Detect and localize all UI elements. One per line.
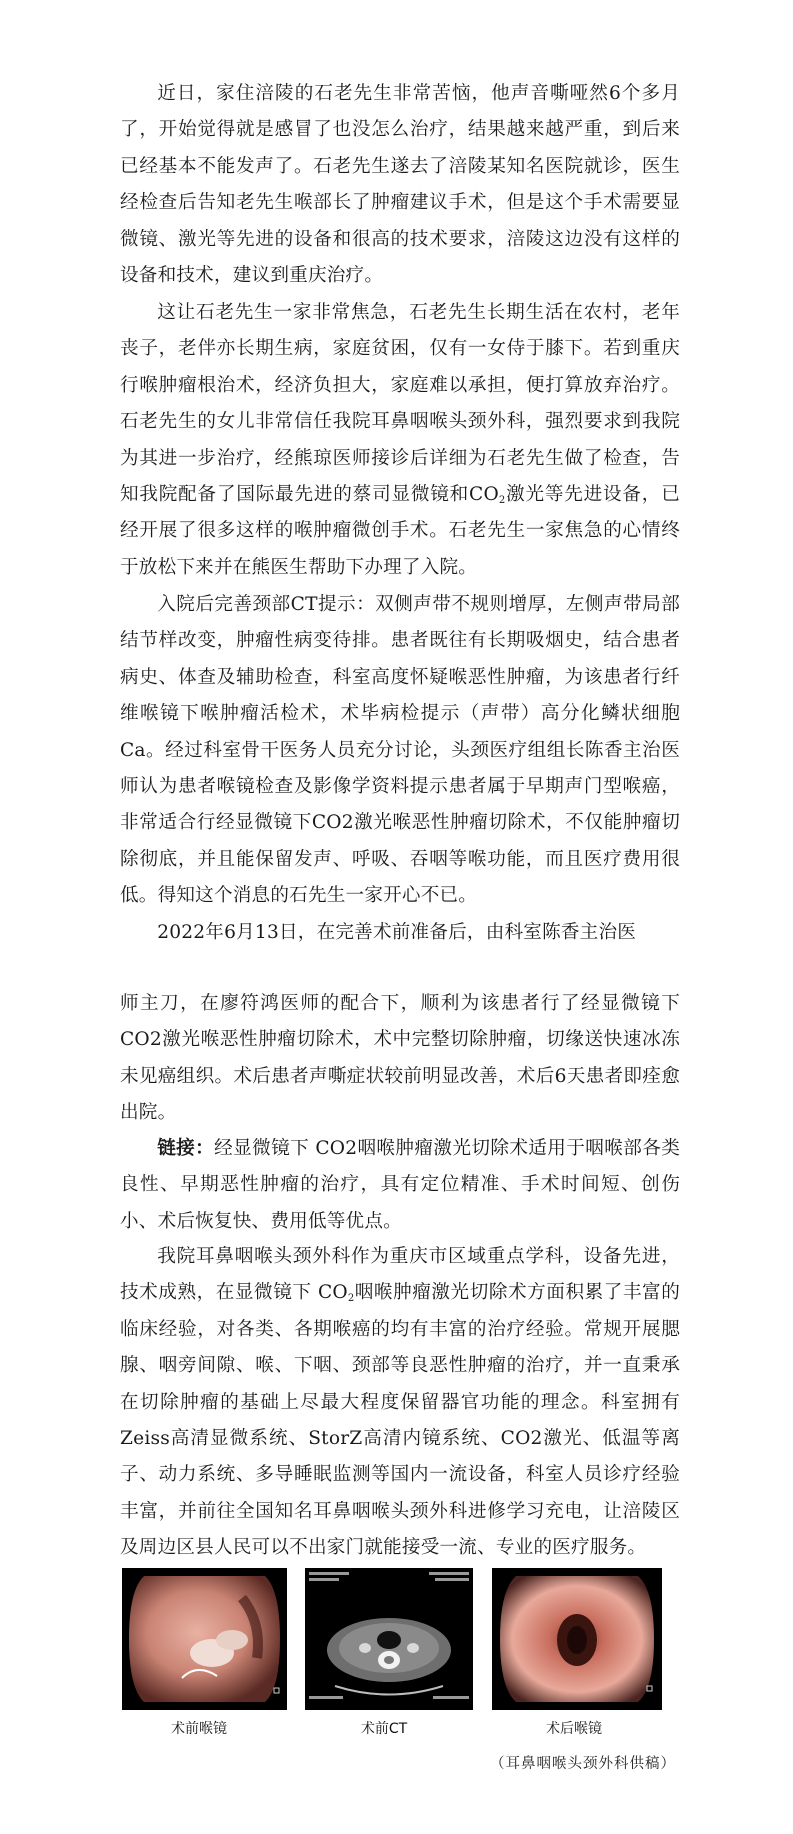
link-text: 经显微镜下 CO2咽喉肿瘤激光切除术适用于咽喉部各类良性、早期恶性肿瘤的治疗，具有定位精准、手术时间短、创伤小、术后恢复快、费用低等优点。: [120, 1138, 680, 1232]
source-credit: （耳鼻咽喉头颈外科供稿）: [490, 1756, 676, 1772]
paragraph-2-text-a: 这让石老先生一家非常焦急，石老先生长期生活在农村，老年丧子，老伴亦长期生病，家庭贫困，仅有一女侍于膝下。若到重庆行喉肿瘤根治术，经济负担大，家庭难以承担，便打算放弃治疗。石老先生的女儿非常信任我院耳鼻咽喉头颈外科，强烈要求到我院为其进一步治疗，经熊琼医师接诊后详细为石老先生做了检查，告知我院配备了国际最先进的蔡司显微镜和CO: [120, 302, 680, 506]
paragraph-3: 入院后完善颈部CT提示：双侧声带不规则增厚，左侧声带局部结节样改变，肿瘤性病变待排。患者既往有长期吸烟史，结合患者病史、体查及辅助检查，科室高度怀疑喉恶性肿瘤，为该患者行纤维喉镜下喉肿瘤活检术，术毕病检提示（声带）高分化鳞状细胞Ca。经过科室骨干医务人员充分讨论，头颈医疗组组长陈香主治医师认为患者喉镜检查及影像学资料提示患者属于早期声门型喉癌，非常适合行经显微镜下CO2激光喉恶性肿瘤切除术，不仅能肿瘤切除彻底，并且能保留发声、呼吸、吞咽等喉功能，而且医疗费用很低。得知这个消息的石先生一家开心不已。: [120, 594, 680, 907]
paragraph-7-text-a: 我院耳鼻咽喉头颈外科作为重庆市区域重点学科，设备先进，技术成熟，在显微镜下 CO: [120, 1246, 680, 1304]
figure-row: [122, 1568, 662, 1710]
paragraph-6: [120, 1131, 680, 1240]
caption-preop-laryngoscopy: 术前喉镜: [171, 1721, 227, 1737]
link-label: 链接：: [157, 1138, 215, 1159]
paragraph-2-text-b: 激光等先进设备，已经开展了很多这样的喉肿瘤微创手术。石老先生一家焦急的心情终于放松下来并在熊医生帮助下办理了入院。: [120, 484, 680, 578]
postop-laryngoscopy-image: [492, 1568, 662, 1710]
caption-preop-ct: 术前CT: [360, 1721, 408, 1737]
paragraph-2: [120, 295, 680, 586]
preop-laryngoscopy-image: [122, 1568, 287, 1710]
paragraph-1: 近日，家住涪陵的石老先生非常苦恼，他声音嘶哑然6个多月了，开始觉得就是感冒了也没怎么治疗，结果越来越严重，到后来已经基本不能发声了。石老先生遂去了涪陵某知名医院就诊，医生经检查后告知老先生喉部长了肿瘤建议手术，但是这个手术需要显微镜、激光等先进的设备和很高的技术要求，涪陵这边没有这样的设备和技术，建议到重庆治疗。: [120, 83, 680, 287]
preop-ct-image: [305, 1568, 473, 1710]
co2-subscript: 2: [498, 495, 506, 507]
paragraph-5: 师主刀，在廖符鸿医师的配合下，顺利为该患者行了经显微镜下CO2激光喉恶性肿瘤切除术，术中完整切除肿瘤，切缘送快速冰冻未见癌组织。术后患者声嘶症状较前明显改善，术后6天患者即痊愈出院。: [120, 993, 680, 1124]
paragraph-7-text-b: 咽喉肿瘤激光切除术方面积累了丰富的临床经验，对各类、各期喉癌的均有丰富的治疗经验。常规开展腮腺、咽旁间隙、喉、下咽、颈部等良恶性肿瘤的治疗，并一直秉承在切除肿瘤的基础上尽最大程度保留器官功能的理念。科室拥有Zeiss高清显微系统、StorZ高清内镜系统、CO2激光、低温等离子、动力系统、多导睡眠监测等国内一流设备，科室人员诊疗经验丰富，并前往全国知名耳鼻咽喉头颈外科进修学习充电，让涪陵区及周边区县人民可以不出家门就能接受一流、专业的医疗服务。: [120, 1282, 680, 1559]
caption-postop-laryngoscopy: 术后喉镜: [546, 1721, 602, 1737]
paragraph-7: [120, 1239, 680, 1567]
paragraph-4: 2022年6月13日，在完善术前准备后，由科室陈香主治医: [157, 922, 637, 943]
co2-subscript: 2: [347, 1293, 355, 1305]
